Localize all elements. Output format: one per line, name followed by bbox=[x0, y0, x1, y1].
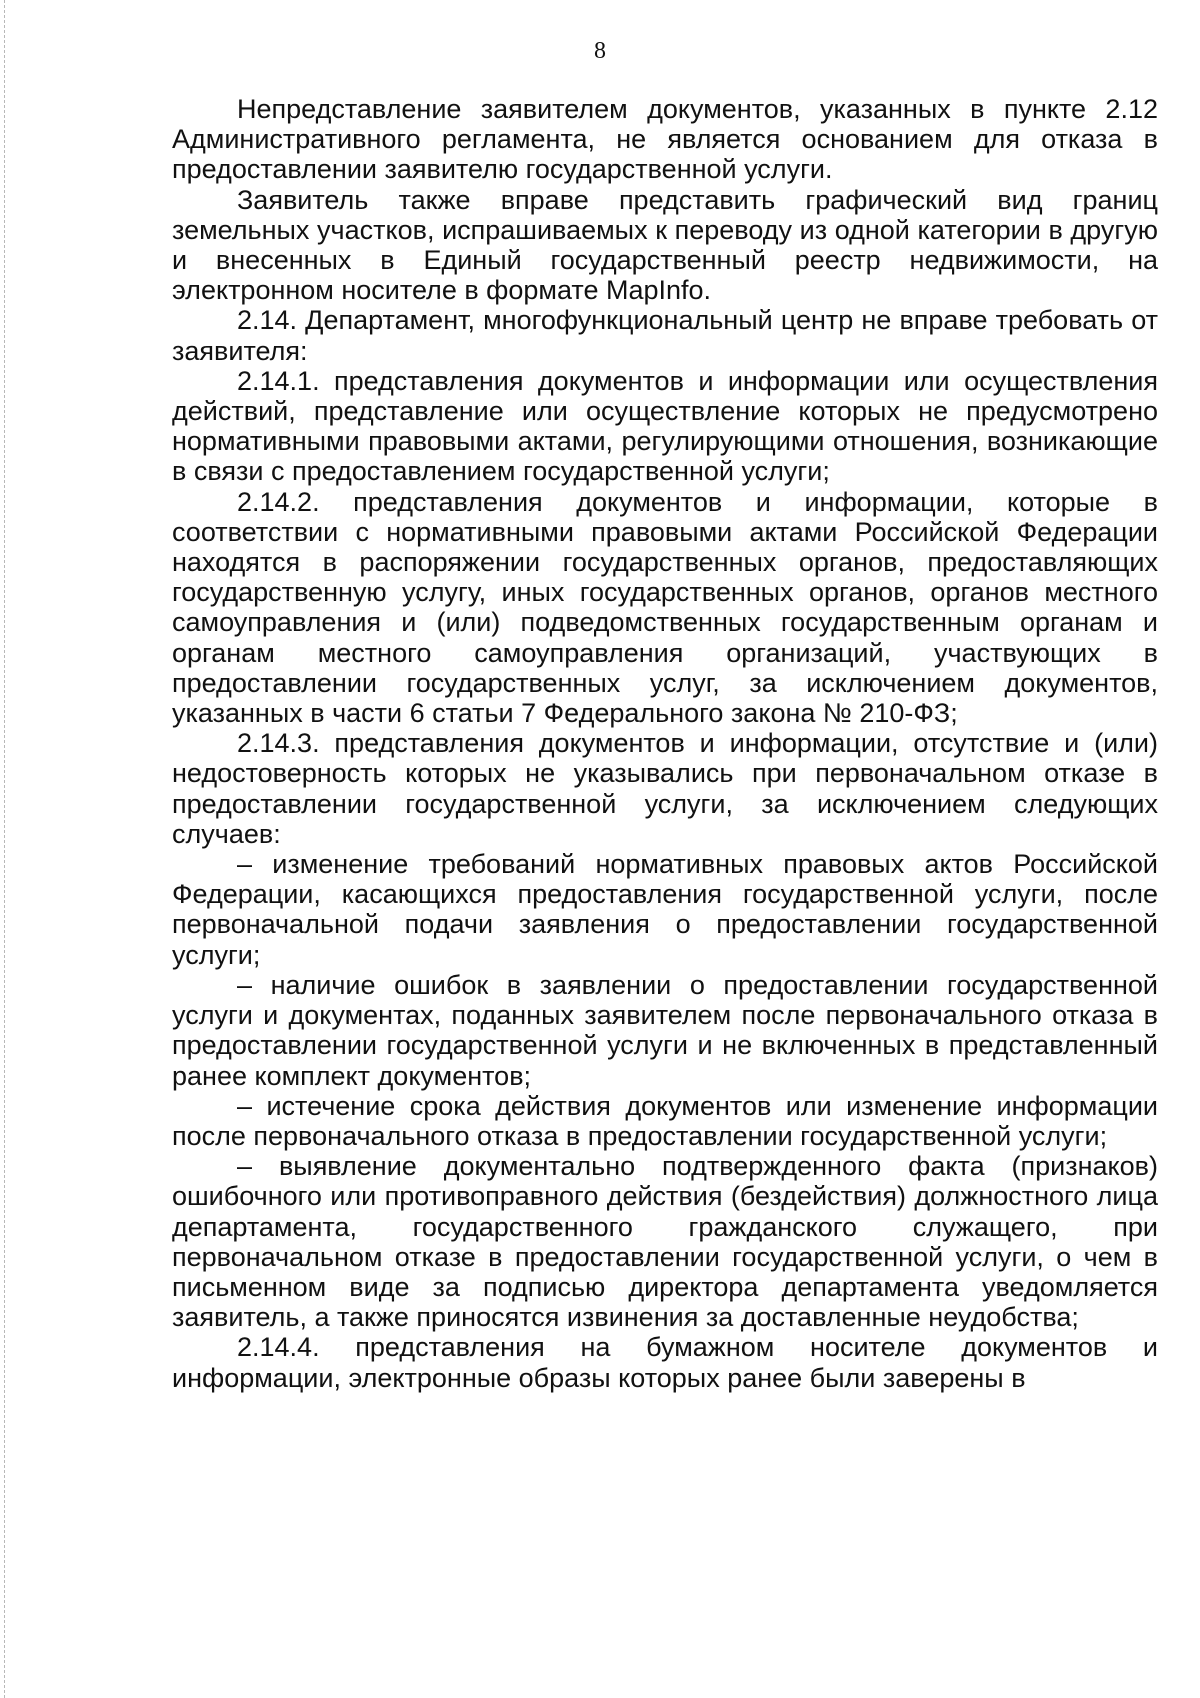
paragraph-2-14-4: 2.14.4. представления на бумажном носителе документов и информации, электронные образы которых ранее были заверены в bbox=[172, 1332, 1158, 1393]
page-number: 8 bbox=[594, 38, 606, 64]
list-item-requirements-change: – изменение требований нормативных правовых актов Российской Федерации, касающихся предоставления государственной услуги, после первоначальной подачи заявления о предоставлении государственной услуги; bbox=[172, 849, 1158, 970]
paragraph-2-14-1: 2.14.1. представления документов и информации или осуществления действий, представление или осуществление которых не предусмотрено нормативными правовыми актами, регулирующими отношения, возникающие в связи с предоставлением государственной услуги; bbox=[172, 365, 1158, 487]
paragraph-non-submission: Непредставление заявителем документов, указанных в пункте 2.12 Административного регламента, не является основанием для отказа в предоставлении заявителю государственной услуги. bbox=[172, 94, 1158, 185]
paragraph-2-14-3: 2.14.3. представления документов и информации, отсутствие и (или) недостоверность которых не указывались при первоначальном отказе в предоставлении государственной услуги, за исключением следующих случаев: bbox=[172, 728, 1158, 849]
list-item-erroneous-action: – выявление документально подтвержденного факта (признаков) ошибочного или противоправного действия (бездействия) должностного лица департамента, государственного гражданского служащего, при первоначальном отказе в предоставлении государственной услуги, о чем в письменном виде за подписью директора департамента уведомляется заявитель, а также приносятся извинения за доставленные неудобства; bbox=[172, 1151, 1158, 1333]
scan-edge-line bbox=[4, 0, 5, 1698]
document-body bbox=[172, 94, 1158, 1393]
list-item-documents-expiry: – истечение срока действия документов или изменение информации после первоначального отказа в предоставлении государственной услуги; bbox=[172, 1090, 1158, 1151]
paragraph-2-14: 2.14. Департамент, многофункциональный центр не вправе требовать от заявителя: bbox=[172, 305, 1158, 366]
paragraph-2-14-2: 2.14.2. представления документов и информации, которые в соответствии с нормативными правовыми актами Российской Федерации находятся в распоряжении государственных органов, предоставляющих государственную услугу, иных государственных органов, органов местного самоуправления и (или) подведомственных государственным органам и органам местного самоуправления организаций, участвующих в предоставлении государственных услуг, за исключением документов, указанных в части 6 статьи 7 Федерального закона № 210-ФЗ; bbox=[172, 486, 1158, 729]
paragraph-graphic-boundaries: Заявитель также вправе представить графический вид границ земельных участков, испрашиваемых к переводу из одной категории в другую и внесенных в Единый государственный реестр недвижимости, на электронном носителе в формате MapInfo. bbox=[172, 184, 1158, 306]
list-item-errors-in-application: – наличие ошибок в заявлении о предоставлении государственной услуги и документах, поданных заявителем после первоначального отказа в предоставлении государственной услуги и не включенных в представленный ранее комплект документов; bbox=[172, 969, 1158, 1091]
